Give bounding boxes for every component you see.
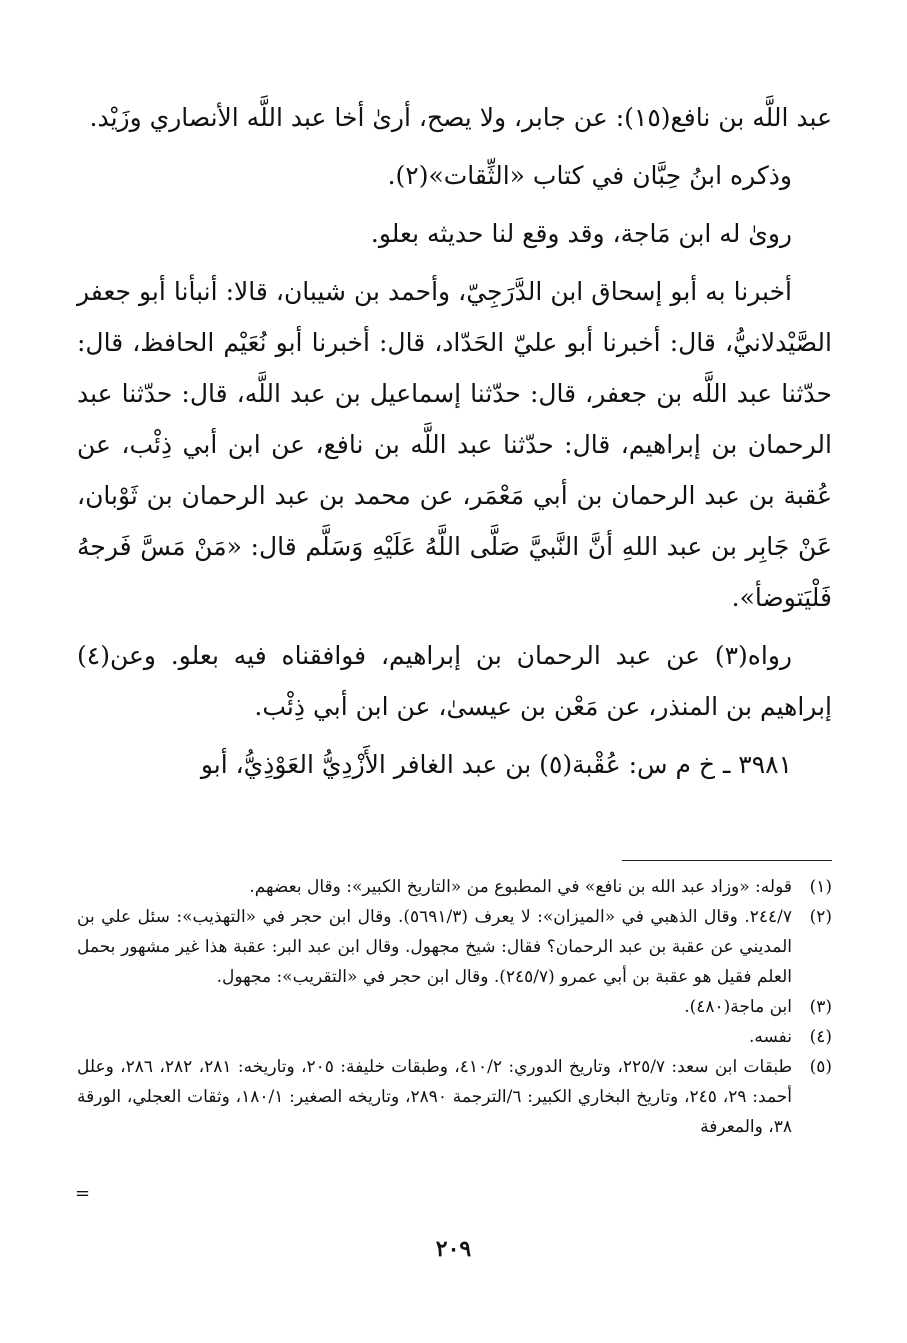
footnote-3 (77, 992, 832, 1022)
footnote-number: (٢) (809, 907, 832, 927)
footnote-divider (622, 860, 832, 861)
footnote-number: (٣) (809, 997, 832, 1017)
footnotes (77, 872, 832, 1142)
footnote-1 (77, 872, 832, 902)
footnote-number: (٤) (809, 1027, 832, 1047)
entry-heading: ٣٩٨١ ـ خ م س: عُقْبة(٥) بن عبد الغافر الأَزْدِيُّ العَوْذِيُّ، أبو (200, 750, 792, 779)
paragraph-2: وذكره ابنُ حِبَّان في كتاب «الثِّقات»(٢). (387, 161, 792, 190)
footnote-text: ٢٤٤/٧. وقال الذهبي في «الميزان»: لا يعرف (٥٦٩١/٣). وقال ابن حجر في «التهذيب»: سئل علي بن المديني عن عقبة بن عبد الرحمان؟ فقال: شيخ مجهول. وقال ابن عبد البر: عقبة هذا غير مشهور بحمل العلم فقيل هو عقبة بن أبي عمرو (٢٤٥/٧). وقال ابن حجر في «التقريب»: مجهول. (77, 907, 792, 987)
paragraph-3: روىٰ له ابن مَاجة، وقد وقع لنا حديثه بعلو. (370, 219, 792, 248)
footnote-number: (٥) (809, 1057, 832, 1077)
continuation-mark: = (75, 1183, 91, 1204)
footnote-text: طبقات ابن سعد: ٢٢٥/٧، وتاريخ الدوري: ٤١٠/٢، وطبقات خليفة: ٢٠٥، وتاريخه: ٢٨١، ٢٨٢، ٢٨٦، وعلل أحمد: ٢٩، ٢٤٥، وتاريخ البخاري الكبير: ٦/الترجمة ٢٨٩٠، وتاريخه الصغير: ١٨٠/١، وثقات العجلي، الورقة ٣٨، والمعرفة (77, 1057, 793, 1137)
main-text (77, 92, 832, 797)
footnote-number: (١) (809, 877, 832, 897)
paragraph-1: عبد اللَّه بن نافع(١٥): عن جابر، ولا يصح، أرىٰ أخا عبد اللَّه الأنصاري وزَيْد. (89, 103, 832, 132)
footnote-4 (77, 1022, 832, 1052)
footnote-2 (77, 902, 832, 992)
page-number: ٢٠٩ (435, 1236, 472, 1262)
footnote-text: ابن ماجة(٤٨٠). (684, 997, 792, 1017)
footnote-text: قوله: «وزاد عبد الله بن نافع» في المطبوع من «التاريخ الكبير»: وقال بعضهم. (249, 877, 792, 897)
footnote-text: نفسه. (748, 1027, 792, 1047)
paragraph-5: رواه(٣) عن عبد الرحمان بن إبراهيم، فوافقناه فيه بعلو. وعن(٤) إبراهيم بن المنذر، عن مَعْن بن عيسىٰ، عن ابن أبي ذِئْب. (77, 641, 832, 721)
paragraph-4: أخبرنا به أبو إسحاق ابن الدَّرَجِيّ، وأحمد بن شيبان، قالا: أنبأنا أبو جعفر الصَّيْدلانيُّ، قال: أخبرنا أبو عليّ الحَدّاد، قال: أخبرنا أبو نُعَيْم الحافظ، قال: حدّثنا عبد اللَّه بن جعفر، قال: حدّثنا إسماعيل بن عبد اللَّه، قال: حدّثنا عبد الرحمان بن إبراهيم، قال: حدّثنا عبد اللَّه بن نافع، عن ابن أبي ذِئْب، عن عُقبة بن عبد الرحمان بن أبي مَعْمَر، عن محمد بن عبد الرحمان بن ثَوْبان، عَنْ جَابِر بن عبد اللهِ أنَّ النَّبيَّ صَلَّى اللَّهُ عَلَيْهِ وَسَلَّم قال: «مَنْ مَسَّ فَرجهُ فَلْيَتوضأ». (77, 277, 832, 612)
footnote-5 (77, 1052, 832, 1142)
